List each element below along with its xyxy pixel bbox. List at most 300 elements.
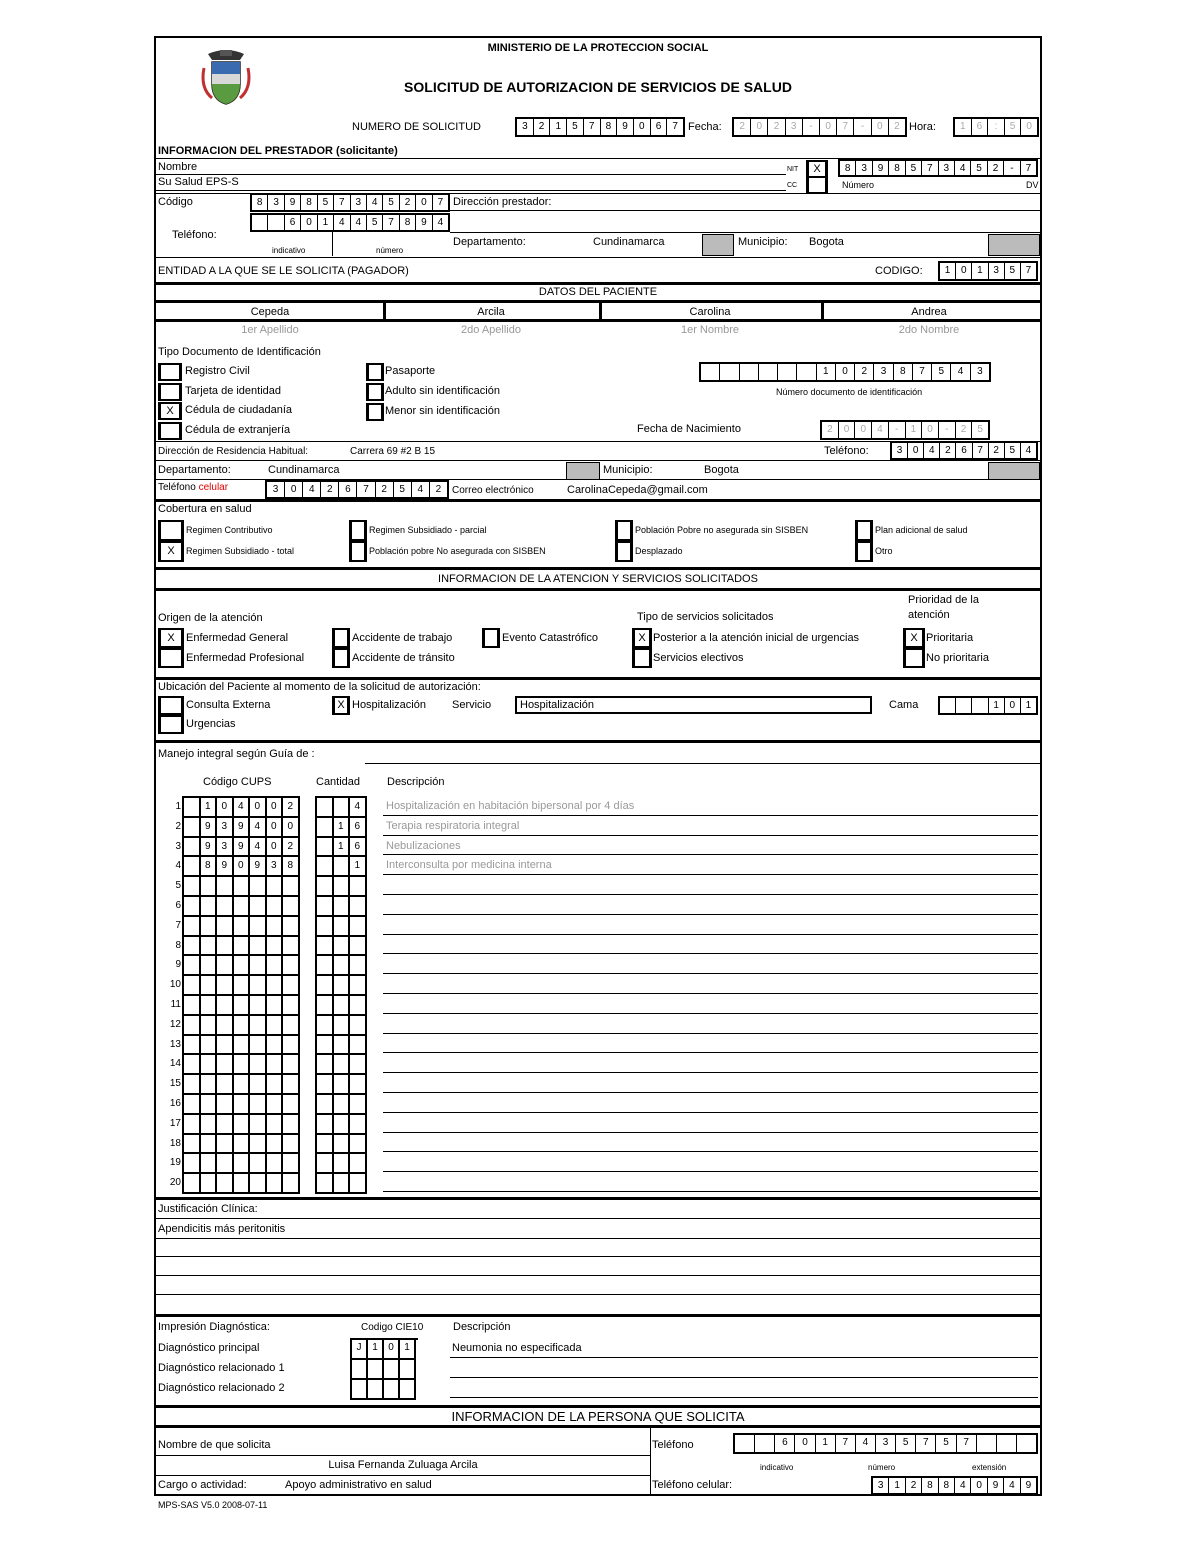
item-number: 17 <box>169 1117 181 1129</box>
solicitante-telefono-field[interactable] <box>733 1433 1038 1454</box>
digit-cell: 1 <box>550 119 567 135</box>
manejo-label: Manejo integral según Guía de : <box>158 748 315 760</box>
cobertura-checkbox[interactable] <box>349 541 367 562</box>
cantidad-cell <box>334 937 351 957</box>
digit-cell: 0 <box>795 1435 815 1452</box>
digit-cell: - <box>889 422 906 438</box>
diagnostico-label: Diagnóstico relacionado 2 <box>158 1382 285 1394</box>
doc-type-checkbox[interactable] <box>158 422 182 440</box>
cups-cell <box>267 1075 284 1095</box>
nombre2-value: Andrea <box>911 306 947 318</box>
origen-checkbox[interactable]: X <box>158 628 184 648</box>
cups-cell <box>234 1036 251 1056</box>
digit-cell: 5 <box>977 424 983 435</box>
cups-cell: 9 <box>234 818 251 838</box>
cups-cell <box>250 917 267 937</box>
cups-cell <box>217 897 234 917</box>
digit-cell: 3 <box>267 482 285 497</box>
cantidad-cell <box>317 1115 334 1135</box>
prestador-nombre-value: Su Salud EPS-S <box>158 176 239 188</box>
tipo-documento-label: Tipo Documento de Identificación <box>158 346 321 358</box>
digit-cell: 4 <box>856 1435 876 1452</box>
prioridad-checkbox[interactable] <box>903 648 925 668</box>
digit-cell <box>755 1435 775 1452</box>
form-title: SOLICITUD DE AUTORIZACION DE SERVICIOS DE SALUD <box>404 79 792 95</box>
cantidad-cell <box>317 1075 334 1095</box>
cantidad-label: Cantidad <box>316 776 361 788</box>
item-number: 2 <box>175 820 181 832</box>
origen-label: Evento Catastrófico <box>502 632 598 644</box>
cups-cell <box>283 897 300 917</box>
digit-cell: 7 <box>584 119 601 135</box>
cie10-grid[interactable] <box>350 1338 418 1400</box>
digit-cell: 3 <box>786 119 803 135</box>
cobertura-checkbox[interactable] <box>855 520 873 541</box>
item-number: 4 <box>175 860 181 872</box>
digit-cell <box>720 364 739 380</box>
digit-cell: 0 <box>922 422 939 438</box>
nombre2-label: 2do Nombre <box>898 324 960 336</box>
cups-cell <box>201 996 218 1016</box>
cantidad-cell <box>350 1036 367 1056</box>
cups-cell <box>184 1115 201 1135</box>
digit-cell <box>268 215 284 230</box>
cups-cell <box>184 937 201 957</box>
paciente-section-title: DATOS DEL PACIENTE <box>538 286 658 298</box>
item-number: 15 <box>169 1078 181 1090</box>
digit-cell: 8 <box>301 195 317 210</box>
prestador-departamento-label: Departamento: <box>453 236 526 248</box>
digit-cell: 1 <box>318 215 334 230</box>
item-description: Hospitalización en habitación bipersonal por 4 días <box>386 800 635 812</box>
cobertura-checkbox[interactable]: X <box>158 541 184 562</box>
digit-cell: 1 <box>889 1478 905 1493</box>
cups-cell <box>250 1055 267 1075</box>
cie10-cell: 1 <box>400 1340 416 1360</box>
doc-type-checkbox[interactable] <box>366 383 384 401</box>
cups-cell: 0 <box>234 857 251 877</box>
digit-cell: 4 <box>955 161 971 175</box>
nombre1-label: 1er Nombre <box>680 324 740 336</box>
digit-cell: 2 <box>734 119 751 135</box>
digit-cell: 0 <box>956 263 972 279</box>
paciente-telefono-field[interactable] <box>890 441 1038 460</box>
digit-cell: 1 <box>989 698 1005 713</box>
digit-cell: 2 <box>822 422 839 438</box>
atencion-section-title: INFORMACION DE LA ATENCION Y SERVICIOS SOLICITADOS <box>438 573 758 585</box>
cups-cell <box>250 877 267 897</box>
cups-cell <box>217 1095 234 1115</box>
item-number: 7 <box>175 919 181 931</box>
digit-cell: 3 <box>939 161 955 175</box>
cantidad-cell <box>334 1174 351 1194</box>
digit-cell: 1 <box>972 263 988 279</box>
cantidad-cell <box>350 1016 367 1036</box>
digit-cell: 0 <box>872 119 889 135</box>
prestador-nombre-label: Nombre <box>158 161 198 173</box>
cie10-cell <box>368 1380 384 1400</box>
digit-cell: 0 <box>836 364 855 380</box>
digit-cell: 7 <box>1025 265 1032 276</box>
digit-cell: 5 <box>971 161 987 175</box>
item-row-line <box>383 1013 1038 1014</box>
ministry-title: MINISTERIO DE LA PROTECCION SOCIAL <box>487 42 709 54</box>
ubicacion-checkbox[interactable] <box>158 696 184 715</box>
descripcion-label: Descripción <box>387 776 445 788</box>
cups-cell <box>250 1075 267 1095</box>
digit-cell: 3 <box>856 161 872 175</box>
digit-cell: 8 <box>252 195 268 210</box>
codigo-field[interactable] <box>250 193 450 212</box>
nacimiento-label: Fecha de Nacimiento <box>637 423 741 435</box>
cups-cell: 0 <box>217 798 234 818</box>
cobertura-label: Plan adicional de salud <box>875 525 968 535</box>
item-row-line <box>383 835 1038 836</box>
cie10-cell: J <box>352 1340 368 1360</box>
cups-cell: 3 <box>267 857 284 877</box>
correo-label: Correo electrónico <box>452 485 534 496</box>
digit-cell: 2 <box>435 484 442 495</box>
digit-cell: 9 <box>416 215 432 230</box>
cc-checkbox[interactable] <box>806 176 828 194</box>
digit-cell: 0 <box>301 215 317 230</box>
item-row-line <box>383 1052 1038 1053</box>
cups-cell <box>283 1154 300 1174</box>
cobertura-label: Población pobre No asegurada con SISBEN <box>369 546 546 556</box>
numero-solicitud-label: NUMERO DE SOLICITUD <box>352 121 481 133</box>
digit-cell: 8 <box>400 215 416 230</box>
digit-cell <box>735 1435 755 1452</box>
digit-cell: 2 <box>894 121 900 132</box>
digit-cell: 5 <box>906 161 922 175</box>
digit-cell: 2 <box>956 422 973 438</box>
diag-row-line <box>450 1357 1038 1358</box>
cantidad-cell <box>350 1095 367 1115</box>
correo-value: CarolinaCepeda@gmail.com <box>567 484 708 496</box>
cups-cell <box>201 1095 218 1115</box>
cobertura-label: Desplazado <box>635 546 683 556</box>
cups-cell: 2 <box>283 838 300 858</box>
indicativo-label: indicativo <box>272 246 306 255</box>
digit-cell: 0 <box>839 422 856 438</box>
digit-cell: 2 <box>534 119 551 135</box>
cobertura-label: Otro <box>875 546 893 556</box>
cups-cell <box>267 1016 284 1036</box>
cups-cell <box>267 1036 284 1056</box>
prestador-id-field[interactable] <box>838 159 1038 177</box>
item-row-line <box>383 934 1038 935</box>
ubicacion-checkbox[interactable]: X <box>332 696 350 715</box>
diag-desc-label: Descripción <box>453 1321 511 1333</box>
cantidad-cell: 1 <box>334 838 351 858</box>
digit-cell: 7 <box>837 119 854 135</box>
cups-cell <box>201 1036 218 1056</box>
version-footer: MPS-SAS V5.0 2008-07-11 <box>158 1500 268 1510</box>
cups-cell <box>283 1135 300 1155</box>
cobertura-checkbox[interactable] <box>158 520 184 541</box>
cups-cell <box>234 956 251 976</box>
hora-field[interactable] <box>953 117 1039 137</box>
cie10-cell <box>384 1380 400 1400</box>
cups-cell <box>184 1036 201 1056</box>
cie10-cell: 1 <box>368 1340 384 1360</box>
digit-cell: 0 <box>971 1478 987 1493</box>
cantidad-cell <box>317 976 334 996</box>
documento-field[interactable] <box>699 362 991 382</box>
digit-cell: 9 <box>285 195 301 210</box>
origen-checkbox[interactable] <box>332 628 350 648</box>
tipo-servicio-label: Servicios electivos <box>653 652 744 664</box>
cobertura-checkbox[interactable] <box>615 541 633 562</box>
tipo-servicio-label: Tipo de servicios solicitados <box>637 611 774 623</box>
cups-cell <box>283 956 300 976</box>
cups-cell <box>283 1095 300 1115</box>
digit-cell: 0 <box>634 119 651 135</box>
digit-cell: 5 <box>896 1435 916 1452</box>
origen-checkbox[interactable] <box>332 648 350 668</box>
cantidad-cell <box>334 1135 351 1155</box>
item-row-line <box>383 1151 1038 1152</box>
origen-label: Origen de la atención <box>158 612 263 624</box>
cups-cell <box>283 1055 300 1075</box>
solicitante-section-title: INFORMACION DE LA PERSONA QUE SOLICITA <box>451 1409 745 1424</box>
item-row-line <box>383 1072 1038 1073</box>
cantidad-cell <box>334 1154 351 1174</box>
fecha-label: Fecha: <box>688 121 722 133</box>
prestador-telefono-label: Teléfono: <box>172 229 217 241</box>
digit-cell: 7 <box>957 1435 977 1452</box>
prestador-departamento-value: Cundinamarca <box>593 236 665 248</box>
cups-cell <box>234 1174 251 1194</box>
cups-cell <box>283 1075 300 1095</box>
cups-cell <box>217 937 234 957</box>
servicio-field[interactable] <box>515 696 872 714</box>
celular-field[interactable] <box>265 480 449 499</box>
cups-cell <box>217 1075 234 1095</box>
cantidad-cell <box>350 897 367 917</box>
doc-type-checkbox[interactable] <box>366 403 384 421</box>
doc-type-label: Menor sin identificación <box>385 405 500 417</box>
cups-cell <box>184 1075 201 1095</box>
documento-label: Número documento de identificación <box>776 387 923 397</box>
cups-grid[interactable] <box>182 796 300 1194</box>
cantidad-cell <box>350 1135 367 1155</box>
cups-cell <box>184 1095 201 1115</box>
pagador-codigo-label: CODIGO: <box>875 265 923 277</box>
numero-small-label: Número <box>842 180 875 190</box>
cups-cell <box>184 956 201 976</box>
ubicacion-checkbox[interactable] <box>158 715 184 734</box>
digit-cell: 0 <box>855 422 872 438</box>
origen-checkbox[interactable] <box>158 648 184 668</box>
numero-solicitud-field[interactable] <box>515 117 685 137</box>
cantidad-cell <box>334 1115 351 1135</box>
digit-cell: 3 <box>517 119 534 135</box>
cups-cell <box>201 1075 218 1095</box>
cantidad-cell <box>350 956 367 976</box>
cups-cell <box>250 1016 267 1036</box>
digit-cell: 7 <box>1025 163 1032 174</box>
cups-cell <box>267 1135 284 1155</box>
solicitante-celular-field[interactable] <box>871 1476 1038 1495</box>
cantidad-cell <box>334 996 351 1016</box>
direccion-prestador-label: Dirección prestador: <box>453 196 552 208</box>
item-row-line <box>383 1092 1038 1093</box>
digit-cell: 5 <box>936 1435 956 1452</box>
digit-cell <box>940 698 956 713</box>
digit-cell: 0 <box>285 482 303 497</box>
cantidad-grid[interactable] <box>315 796 367 1194</box>
cups-cell <box>283 976 300 996</box>
celular-label-red: celular <box>198 482 229 493</box>
cantidad-cell <box>350 877 367 897</box>
item-number: 16 <box>169 1098 181 1109</box>
prestador-telefono-field[interactable] <box>250 213 450 232</box>
digit-cell: 0 <box>820 119 837 135</box>
cups-cell <box>267 1095 284 1115</box>
cups-cell: 8 <box>283 857 300 877</box>
item-row-line <box>383 1033 1038 1034</box>
digit-cell: 0 <box>416 195 432 210</box>
digit-cell: 1 <box>955 119 972 135</box>
digit-cell: 4 <box>367 195 383 210</box>
digit-cell <box>701 364 720 380</box>
doc-type-checkbox[interactable] <box>158 383 182 401</box>
cups-cell: 0 <box>267 798 284 818</box>
cups-cell <box>217 976 234 996</box>
digit-cell: 7 <box>836 1435 856 1452</box>
cantidad-cell <box>317 917 334 937</box>
nacimiento-field[interactable] <box>820 420 990 440</box>
digit-cell: 5 <box>567 119 584 135</box>
cups-cell <box>201 897 218 917</box>
apellido1-value: Cepeda <box>250 306 290 318</box>
digit-cell: 9 <box>988 1478 1004 1493</box>
cups-cell <box>201 937 218 957</box>
fecha-field[interactable] <box>732 117 907 137</box>
cama-field[interactable] <box>938 696 1038 715</box>
cobertura-checkbox[interactable] <box>855 541 873 562</box>
solicitante-extension-label: extensión <box>972 1463 1007 1472</box>
digit-cell: 3 <box>989 263 1005 279</box>
item-description: Terapia respiratoria integral <box>386 819 520 832</box>
apellido2-label: 2do Apellido <box>461 324 521 336</box>
digit-cell: 3 <box>873 1478 889 1493</box>
cups-cell <box>283 996 300 1016</box>
cobertura-label: Regimen Subsidiado - total <box>186 546 295 556</box>
cups-cell <box>201 1135 218 1155</box>
cups-cell <box>184 877 201 897</box>
digit-cell: 8 <box>922 1478 938 1493</box>
digit-cell: 2 <box>768 119 785 135</box>
cups-cell <box>250 976 267 996</box>
digit-cell: 8 <box>889 161 905 175</box>
digit-cell: 9 <box>617 119 634 135</box>
cantidad-cell <box>334 857 351 877</box>
paciente-municipio-label: Municipio: <box>603 464 653 476</box>
digit-cell: 2 <box>321 482 339 497</box>
cups-cell: 4 <box>250 838 267 858</box>
cups-label: Código CUPS <box>203 776 272 788</box>
apellido2-value: Arcila <box>477 306 505 318</box>
cie10-cell <box>352 1380 368 1400</box>
cantidad-cell <box>334 956 351 976</box>
digit-cell: 4 <box>437 217 444 228</box>
item-number: 18 <box>169 1137 181 1149</box>
prioridad-checkbox[interactable]: X <box>903 628 925 648</box>
cups-cell <box>234 897 251 917</box>
cups-cell <box>201 917 218 937</box>
cantidad-cell: 1 <box>334 818 351 838</box>
cargo-label: Cargo o actividad: <box>158 1479 247 1491</box>
tipo-servicio-label: Posterior a la atención inicial de urgencias <box>653 632 860 644</box>
cups-cell: 0 <box>267 818 284 838</box>
cups-cell <box>250 1115 267 1135</box>
origen-checkbox[interactable] <box>482 628 500 648</box>
cantidad-cell <box>317 1095 334 1115</box>
cups-cell: 9 <box>201 818 218 838</box>
cups-cell <box>234 877 251 897</box>
cobertura-checkbox[interactable] <box>349 520 367 541</box>
ubicacion-label: Hospitalización <box>352 699 426 711</box>
tipo-servicio-checkbox[interactable] <box>632 648 652 668</box>
cantidad-cell <box>317 1154 334 1174</box>
digit-cell: 2 <box>855 364 874 380</box>
cups-cell: 3 <box>217 838 234 858</box>
cobertura-label: Población Pobre no asegurada sin SISBEN <box>635 525 809 535</box>
doc-type-checkbox[interactable] <box>158 363 182 381</box>
item-number: 8 <box>175 939 181 951</box>
prestador-section-title: INFORMACION DEL PRESTADOR (solicitante) <box>158 145 398 157</box>
cups-cell <box>217 956 234 976</box>
doc-type-checkbox[interactable] <box>366 363 384 381</box>
cups-cell <box>250 897 267 917</box>
cantidad-cell: 4 <box>350 798 367 818</box>
cups-cell <box>184 1154 201 1174</box>
doc-type-checkbox[interactable]: X <box>158 402 182 420</box>
digit-cell: 1 <box>906 422 923 438</box>
cobertura-label: Cobertura en salud <box>158 503 252 515</box>
pagador-codigo-field[interactable] <box>938 261 1038 281</box>
paciente-departamento-label: Departamento: <box>158 464 231 476</box>
cargo-value: Apoyo administrativo en salud <box>285 1479 432 1491</box>
cups-cell: 2 <box>283 798 300 818</box>
digit-cell <box>997 1435 1017 1452</box>
cups-cell <box>234 1075 251 1095</box>
cups-cell <box>267 956 284 976</box>
direccion-value: Carrera 69 #2 B 15 <box>350 446 436 457</box>
digit-cell: 1 <box>1025 700 1032 711</box>
cobertura-checkbox[interactable] <box>615 520 633 541</box>
item-row-line <box>383 815 1038 816</box>
nit-checkbox[interactable]: X <box>806 160 828 178</box>
numero-label: número <box>376 246 404 255</box>
digit-cell <box>252 215 268 230</box>
cantidad-cell <box>334 1016 351 1036</box>
tipo-servicio-checkbox[interactable]: X <box>632 628 652 648</box>
cantidad-cell <box>350 937 367 957</box>
cie10-cell <box>352 1360 368 1380</box>
direccion-label: Dirección de Residencia Habitual: <box>158 446 309 457</box>
digit-cell: 5 <box>1005 119 1022 135</box>
cups-cell <box>184 1016 201 1036</box>
cups-cell <box>283 1016 300 1036</box>
digit-cell: 5 <box>383 195 399 210</box>
cups-cell <box>267 1055 284 1075</box>
digit-cell: 2 <box>906 1478 922 1493</box>
digit-cell: 3 <box>977 366 983 377</box>
digit-cell: 3 <box>351 195 367 210</box>
